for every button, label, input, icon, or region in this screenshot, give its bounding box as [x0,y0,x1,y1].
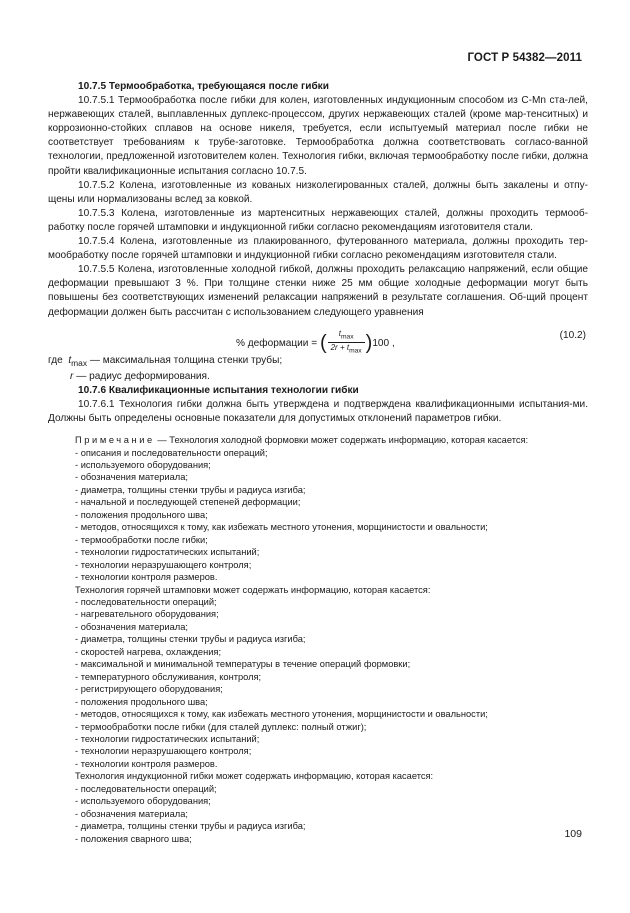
list-item: - методов, относящихся к тому, как избежать местного утонения, морщинистости и овальности; [48,708,588,720]
legend-r-symbol: r [70,370,74,382]
paragraph-10-7-5-2: 10.7.5.2 Колена, изготовленные из кованых низколегированных сталей, должны быть закалены и отпу-щены или нормализованы вслед за ковкой. [48,179,588,205]
note-intro [48,434,588,446]
legend-t-symbol: t [68,354,72,366]
formula-denominator: 2r + t [330,343,350,353]
list-item: - технологии неразрушающего контроля; [48,745,588,757]
induction-bending-list [48,783,588,845]
legend-r [48,370,588,384]
cold-forming-list [48,447,588,584]
section-heading-10-7-5: 10.7.5 Термообработка, требующаяся после гибки [78,81,329,92]
legend-t-sub: max [71,357,88,368]
legend-lead: где [48,354,63,366]
list-item: - используемого оборудования; [48,795,588,807]
list-item: - технологии контроля размеров. [48,758,588,770]
list-item: - начальной и последующей степеней деформации; [48,496,588,508]
list-item: - технологии гидростатических испытаний; [48,546,588,558]
list-item: - положения сварного шва; [48,833,588,845]
list-item: - диаметра, толщины стенки трубы и радиуса изгиба; [48,633,588,645]
list-item: - положения продольного шва; [48,509,588,521]
deformation-formula [48,320,588,354]
formula-numerator: t [338,328,341,338]
list-item: - регистрирующего оборудования; [48,683,588,695]
list-item: - используемого оборудования; [48,459,588,471]
list-item: - термообработки после гибки; [48,534,588,546]
formula-number: (10.2) [559,329,586,341]
formula-legend [48,354,588,384]
list-item: - методов, относящихся к тому, как избежать местного утонения, морщинистости и овальности; [48,521,588,533]
list-item: - диаметра, толщины стенки трубы и радиуса изгиба; [48,484,588,496]
document-header: ГОСТ Р 54382—2011 [467,52,582,64]
hot-stamping-list [48,596,588,770]
page-number: 109 [564,828,582,840]
list-item: - технологии гидростатических испытаний; [48,733,588,745]
note-label: Примечание [75,435,155,446]
list-item: - обозначения материала; [48,621,588,633]
paragraph-10-7-5-5: 10.7.5.5 Колена, изготовленные холодной гибкой, должны проходить релаксацию напряжений, если общие деформации превышают 3 %. При толщине стенки ниже 25 мм общие холодные деформации могут быть повышены без соответствующих изменений релаксации напряжений в результате соглашения. Об-щий процент деформации должен быть рассчитан с использованием следующего уравнения [48,264,588,318]
list-item: - термообработки после гибки (для сталей дуплекс: полный отжиг); [48,721,588,733]
list-item: - описания и последовательности операций; [48,447,588,459]
hot-stamping-intro: Технология горячей штамповки может содержать информацию, которая касается: [75,584,431,595]
paragraph-10-7-5-4: 10.7.5.4 Колена, изготовленные из плакированного, футерованного материала, должны проходить тер-мообработку после горячей штамповки и индукционной гибки согласно рекомендациям изготовителя стали. [48,236,588,262]
paragraph-10-7-6-1: 10.7.6.1 Технология гибки должна быть утверждена и подтверждена квалификационными испытания-ми. Должны быть определены основные показатели для допустимых отклонений параметров гибки. [48,398,588,424]
list-item: - обозначения материала; [48,471,588,483]
list-item: - обозначения материала; [48,808,588,820]
induction-bending-intro: Технология индукционной гибки может содержать информацию, которая касается: [75,771,434,782]
paragraph-10-7-5-1: 10.7.5.1 Термообработка после гибки для колен, изготовленных индукционным способом из С-Mn ста-лей, нержавеющих сталей, выплавленных дуплекс-процессом, других нержавеющих сталей (кроме мар-тенситных) и коррозионно-стойких сплавов на основе никеля, требуется, если испытуемый материал после гибки не соответствует требованиям к трубе-заготовке. Термообработка должна соответствовать согласо-ванной технологии, предложенной изготовителем колен. Технология гибки, включая термообработку после гибки, должна пройти квалификационные испытания согласно 10.7.5. [48,95,588,177]
formula-fraction [328,329,365,357]
list-item: - технологии неразрушающего контроля; [48,559,588,571]
page-body [48,80,588,845]
formula-lhs: % деформации = [236,337,318,349]
list-item: - температурного обслуживания, контроля; [48,671,588,683]
list-item: - положения продольного шва; [48,696,588,708]
paragraph-10-7-5-3: 10.7.5.3 Колена, изготовленные из мартенситных нержавеющих сталей, должны проходить термооб-работку после горячей штамповки и индукционной гибки согласно рекомендациям изготовителя стали. [48,207,588,233]
list-item: - последовательности операций; [48,596,588,608]
formula-factor: 100 , [372,337,395,349]
formula-denominator-sub: max [349,347,362,355]
note-block [48,434,588,845]
note-intro-text: — Технология холодной формовки может содержать информацию, которая касается: [157,435,529,446]
legend-r-desc: — радиус деформирования. [76,370,210,382]
formula-open-paren: ( [319,331,327,354]
list-item: - нагревательного оборудования; [48,608,588,620]
list-item: - максимальной и минимальной температуры в течение операций формовки; [48,658,588,670]
list-item: - последовательности операций; [48,783,588,795]
list-item: - диаметра, толщины стенки трубы и радиуса изгиба; [48,820,588,832]
formula-numerator-sub: max [340,333,354,341]
formula-close-paren: ) [365,331,373,354]
legend-t-desc: — максимальная толщина стенки трубы; [89,354,283,366]
section-heading-10-7-6: 10.7.6 Квалификационные испытания технологии гибки [78,384,359,396]
list-item: - скоростей нагрева, охлаждения; [48,646,588,658]
list-item: - технологии контроля размеров. [48,571,588,583]
